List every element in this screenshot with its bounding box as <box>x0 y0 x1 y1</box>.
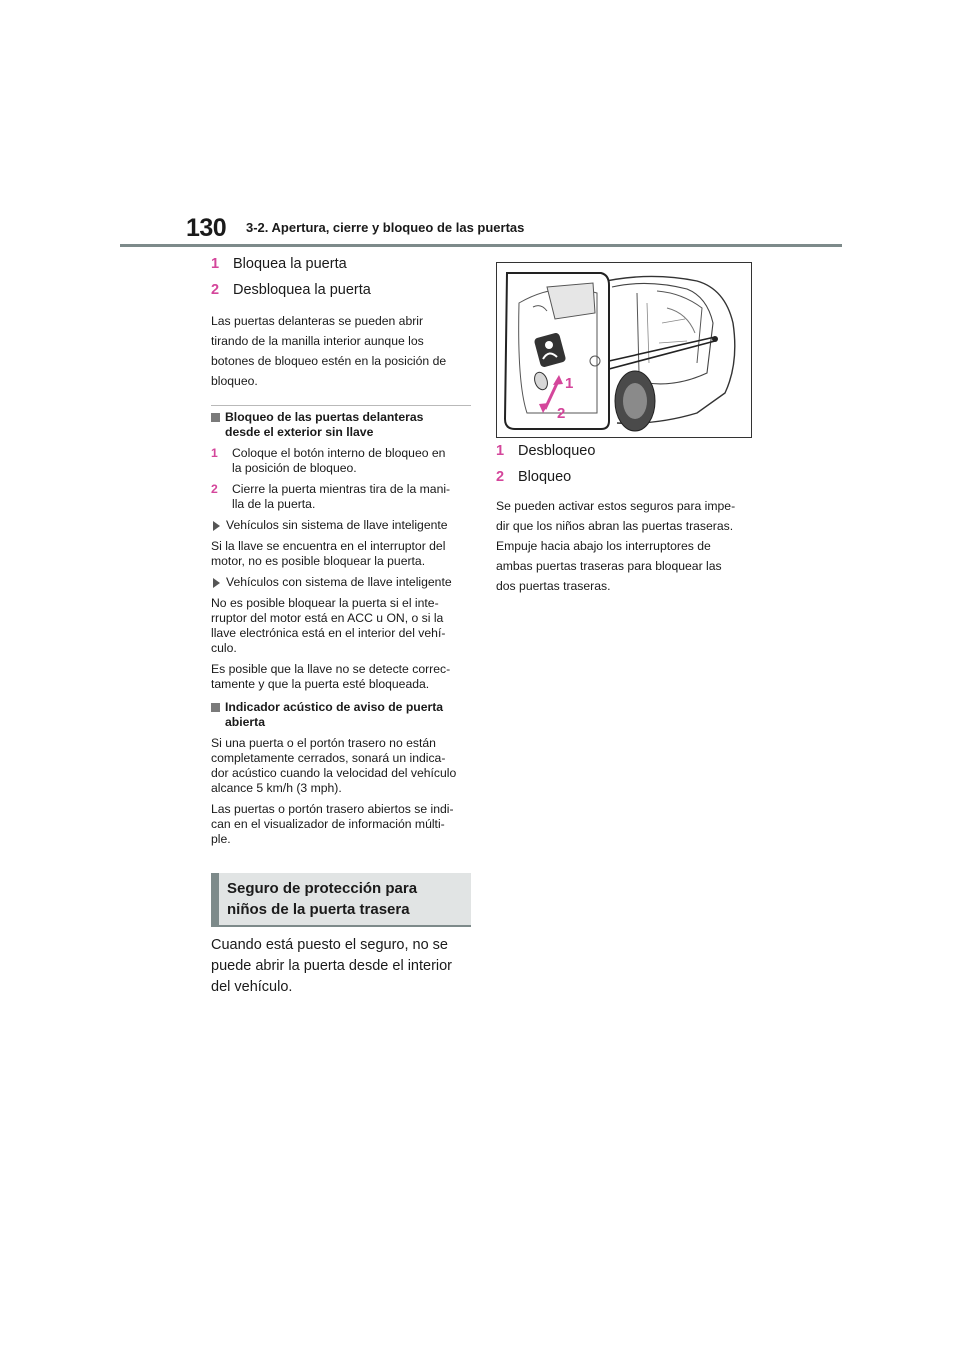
text-line: Es posible que la llave no se detecte correc- <box>211 662 451 676</box>
text-line: dor acústico cuando la velocidad del vehículo <box>211 766 457 780</box>
figure-label-2: 2 <box>557 405 566 422</box>
note-line: dos puertas traseras. <box>496 579 611 593</box>
child-lock-intro <box>211 935 471 998</box>
page-number: 130 <box>186 214 227 242</box>
step-text: Bloquea la puerta <box>233 256 347 272</box>
text-line: ple. <box>211 832 231 846</box>
header-title: 3-2. Apertura, cierre y bloqueo de las puertas <box>246 220 525 235</box>
figure-label-1: 1 <box>565 375 574 392</box>
section-bar <box>211 873 219 925</box>
note-line: Las puertas delanteras se pueden abrir <box>211 314 424 328</box>
heading-line: Bloqueo de las puertas delanteras <box>225 410 424 424</box>
step-number: 2 <box>211 482 218 496</box>
front-door-note <box>211 311 471 391</box>
text-line: Si una puerta o el portón trasero no están <box>211 736 436 750</box>
note-line: Empuje hacia abajo los interruptores de <box>496 539 711 553</box>
text-line: culo. <box>211 641 237 655</box>
case-text-extra <box>211 662 471 692</box>
step-lock-child <box>496 468 750 486</box>
text-line: Si la llave se encuentra en el interruptor del <box>211 539 446 553</box>
case-text <box>211 596 471 656</box>
text-line: completamente cerrados, sonará un indica- <box>211 751 446 765</box>
intro-line: del vehículo. <box>211 979 293 995</box>
step-number: 2 <box>496 469 505 485</box>
text-line: Las puertas o portón trasero abiertos se indi- <box>211 802 454 816</box>
text-line: No es posible bloquear la puerta si el inte- <box>211 596 439 610</box>
step-unlock-child <box>496 442 750 460</box>
triangle-bullet-icon <box>213 521 220 531</box>
intro-line: puede abrir la puerta desde el interior <box>211 958 453 974</box>
divider <box>211 405 471 406</box>
intro-line: Cuando está puesto el seguro, no se <box>211 937 448 953</box>
note-line: tirando de la manilla interior aunque los <box>211 334 424 348</box>
text-line: motor, no es posible bloquear la puerta. <box>211 554 426 568</box>
title-line: niños de la puerta trasera <box>227 901 410 918</box>
case-smart-key <box>211 575 471 590</box>
warning-text-2 <box>211 802 471 847</box>
step-number: 1 <box>211 446 218 460</box>
step-text: Desbloqueo <box>518 443 596 459</box>
warning-text <box>211 736 471 796</box>
text-line: can en el visualizador de información múlti- <box>211 817 445 831</box>
step-unlock <box>211 281 471 299</box>
header-rule <box>120 244 842 247</box>
step-number: 1 <box>496 443 505 459</box>
step-lock <box>211 255 471 273</box>
car-door-drawing <box>497 263 751 437</box>
case-label: Vehículos sin sistema de llave inteligente <box>226 518 448 532</box>
square-bullet-icon <box>211 703 220 712</box>
note-line: Se pueden activar estos seguros para impe- <box>496 499 736 513</box>
heading-line: abierta <box>225 715 265 729</box>
step-number: 2 <box>211 282 220 298</box>
text-line: tamente y que la puerta esté bloqueada. <box>211 677 430 691</box>
substep-2 <box>211 482 471 512</box>
section-title <box>219 873 425 925</box>
child-lock-illustration <box>496 262 752 438</box>
case-label: Vehículos con sistema de llave inteligente <box>226 575 452 589</box>
step-line: la posición de bloqueo. <box>232 461 357 475</box>
step-line: lla de la puerta. <box>232 497 316 511</box>
note-line: bloqueo. <box>211 374 258 388</box>
note-line: ambas puertas traseras para bloquear las <box>496 559 722 573</box>
substep-1 <box>211 446 471 476</box>
heading-line: Indicador acústico de aviso de puerta <box>225 700 444 714</box>
right-column <box>496 262 750 596</box>
triangle-bullet-icon <box>213 578 220 588</box>
step-line: Cierre la puerta mientras tira de la mani- <box>232 482 451 496</box>
text-line: alcance 5 km/h (3 mph). <box>211 781 342 795</box>
heading-line: desde el exterior sin llave <box>225 425 374 439</box>
case-no-smart-key <box>211 518 471 533</box>
text-line: llave electrónica está en el interior del vehí- <box>211 626 446 640</box>
child-lock-note <box>496 496 750 596</box>
subheading-door-warning <box>211 700 471 730</box>
square-bullet-icon <box>211 413 220 422</box>
section-heading-child-lock <box>211 873 471 927</box>
left-column <box>211 255 471 998</box>
subheading-lock-without-key <box>211 410 471 440</box>
step-line: Coloque el botón interno de bloqueo en <box>232 446 446 460</box>
note-line: botones de bloqueo estén en la posición de <box>211 354 447 368</box>
title-line: Seguro de protección para <box>227 880 418 897</box>
text-line: rruptor del motor está en ACC u ON, o si la <box>211 611 444 625</box>
note-line: dir que los niños abran las puertas traseras. <box>496 519 734 533</box>
step-text: Desbloquea la puerta <box>233 282 371 298</box>
case-text <box>211 539 471 569</box>
step-text: Bloqueo <box>518 469 572 485</box>
step-number: 1 <box>211 256 220 272</box>
